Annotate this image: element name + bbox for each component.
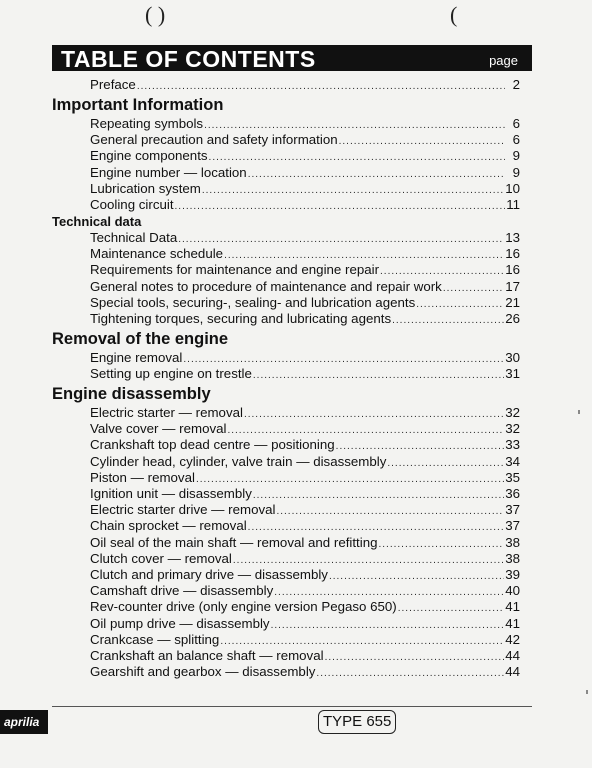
toc-entry[interactable] [52, 350, 532, 366]
toc-entry[interactable] [52, 454, 532, 470]
entry-page-number: 17 [505, 278, 520, 294]
entry-page-number: 2 [512, 77, 520, 92]
dot-leader [339, 134, 505, 150]
dot-leader [137, 79, 505, 95]
toc-header [52, 45, 532, 71]
entry-page-number: 6 [512, 132, 520, 148]
entry-title: Engine components [90, 148, 208, 164]
entry-page-number: 32 [505, 405, 520, 421]
entry-page-number: 38 [505, 550, 520, 566]
toc-entry[interactable] [52, 311, 532, 327]
toc-entry[interactable] [52, 567, 532, 583]
entry-page-number: 6 [512, 116, 520, 131]
dot-leader [443, 281, 504, 297]
toc-entry[interactable] [52, 470, 532, 486]
entry-title: Crankcase — splitting [90, 631, 220, 647]
toc-entry[interactable] [52, 632, 532, 648]
toc-entry[interactable] [52, 405, 532, 421]
entry-page-number: 37 [505, 502, 520, 518]
page-title: TABLE OF CONTENTS [61, 46, 316, 72]
entry-title: Electric starter drive — removal [90, 502, 276, 518]
entry-page-number: 36 [505, 486, 520, 501]
model-type-label: TYPE 655 [318, 710, 396, 734]
toc-entry[interactable] [52, 551, 532, 567]
entry-title: Technical Data [90, 229, 178, 245]
table-of-contents [52, 77, 532, 680]
toc-entry[interactable] [52, 518, 532, 534]
toc-entry[interactable] [52, 648, 532, 664]
dot-leader [379, 537, 505, 553]
entry-title: Setting up engine on trestle [90, 366, 252, 382]
toc-entry[interactable] [52, 132, 532, 148]
entry-title: Crankshaft top dead centre — positioning [90, 437, 335, 453]
entry-page-number: 32 [505, 421, 520, 437]
entry-title: Clutch cover — removal [90, 550, 232, 566]
entry-page-number: 41 [505, 615, 520, 631]
entry-title: General notes to procedure of maintenance and repair work [90, 278, 442, 294]
toc-entry[interactable] [52, 486, 532, 502]
toc-entry[interactable] [52, 502, 532, 518]
entry-title: Electric starter — removal [90, 405, 243, 421]
dot-leader [387, 456, 504, 472]
entry-title: Crankshaft an balance shaft — removal [90, 647, 324, 663]
toc-entry[interactable] [52, 583, 532, 599]
entry-title: Cylinder head, cylinder, valve train — disassembly [90, 453, 387, 469]
dot-leader [398, 601, 504, 617]
toc-entry[interactable] [52, 148, 532, 164]
toc-entry[interactable] [52, 616, 532, 632]
entry-title: Clutch and primary drive — disassembly [90, 566, 328, 582]
entry-title: Valve cover — removal [90, 421, 227, 437]
entry-page-number: 34 [505, 453, 520, 469]
scan-mark [578, 410, 580, 414]
dot-leader [253, 368, 504, 384]
section-heading: Engine disassembly [52, 385, 211, 404]
entry-title: Special tools, securing-, sealing- and lubrication agents [90, 294, 416, 310]
entry-page-number: 44 [505, 647, 520, 663]
entry-page-number: 31 [505, 366, 520, 382]
entry-page-number: 16 [505, 262, 520, 278]
dot-leader [392, 313, 504, 329]
entry-title: Piston — removal [90, 469, 195, 485]
entry-page-number: 44 [505, 664, 520, 680]
dot-leader [209, 150, 505, 166]
entry-title: Oil pump drive — disassembly [90, 615, 270, 631]
brand-logo: aprilia [0, 710, 48, 734]
dot-leader [202, 183, 504, 199]
entry-title: Lubrication system [90, 180, 201, 196]
entry-page-number: 38 [505, 534, 520, 550]
entry-page-number: 35 [505, 469, 520, 485]
punch-hole-mark: ( [450, 2, 458, 27]
toc-entry[interactable] [52, 279, 532, 295]
entry-title: Gearshift and gearbox — disassembly [90, 664, 316, 680]
entry-title: Engine number — location [90, 164, 247, 180]
dot-leader [329, 569, 504, 585]
toc-entry[interactable] [52, 421, 532, 437]
punch-hole-mark: ( ) [145, 2, 166, 27]
entry-page-number: 39 [505, 566, 520, 582]
entry-page-number: 37 [505, 518, 520, 534]
entry-title: Tightening torques, securing and lubricating agents [90, 310, 392, 326]
dot-leader [175, 199, 505, 215]
entry-page-number: 16 [505, 246, 520, 262]
toc-entry[interactable] [52, 77, 532, 93]
section-heading: Technical data [52, 213, 142, 229]
footer-divider [52, 706, 532, 707]
toc-entry[interactable] [52, 165, 532, 181]
toc-entry[interactable] [52, 181, 532, 197]
toc-entry[interactable] [52, 535, 532, 551]
dot-leader [416, 297, 504, 313]
dot-leader [178, 232, 504, 248]
toc-entry[interactable] [52, 246, 532, 262]
entry-page-number: 9 [512, 148, 520, 164]
entry-title: Preface [90, 77, 136, 92]
entry-title: Oil seal of the main shaft — removal and refitting [90, 534, 378, 550]
dot-leader [271, 618, 505, 634]
scan-mark [586, 690, 588, 694]
toc-entry[interactable] [52, 230, 532, 246]
entry-page-number: 26 [505, 310, 520, 326]
entry-page-number: 11 [506, 196, 520, 212]
dot-leader [276, 504, 504, 520]
dot-leader [244, 407, 504, 423]
page-column-label: page [489, 53, 518, 68]
section-heading: Removal of the engine [52, 329, 229, 348]
entry-title: Chain sprocket — removal [90, 518, 247, 534]
dot-leader [325, 650, 505, 666]
entry-title: Camshaft drive — disassembly [90, 583, 274, 599]
toc-entry[interactable] [52, 599, 532, 615]
entry-title: Repeating symbols [90, 116, 204, 131]
dot-leader [248, 167, 505, 183]
toc-entry[interactable] [52, 437, 532, 453]
entry-title: Engine removal [90, 349, 183, 365]
toc-entry[interactable] [52, 295, 532, 311]
entry-page-number: 10 [505, 180, 520, 196]
entry-page-number: 41 [505, 599, 520, 615]
entry-title: Requirements for maintenance and engine repair [90, 262, 380, 278]
dot-leader [253, 488, 504, 504]
entry-page-number: 40 [505, 583, 520, 599]
dot-leader [316, 666, 504, 682]
section-heading: Important Information [52, 96, 224, 114]
toc-entry[interactable] [52, 197, 532, 213]
entry-title: Maintenance schedule [90, 246, 224, 262]
toc-entry[interactable] [52, 664, 532, 680]
entry-page-number: 13 [505, 229, 520, 245]
toc-entry[interactable] [52, 116, 532, 132]
toc-entry[interactable] [52, 262, 532, 278]
entry-page-number: 33 [505, 437, 520, 453]
entry-title: Rev-counter drive (only engine version Pegaso 650) [90, 599, 397, 615]
entry-title: Ignition unit — disassembly [90, 486, 252, 501]
toc-entry[interactable] [52, 366, 532, 382]
entry-page-number: 21 [505, 294, 520, 310]
entry-title: Cooling circuit [90, 196, 174, 212]
entry-title: General precaution and safety information [90, 132, 338, 148]
entry-page-number: 9 [512, 164, 520, 180]
entry-page-number: 30 [505, 349, 520, 365]
entry-page-number: 42 [505, 631, 520, 647]
